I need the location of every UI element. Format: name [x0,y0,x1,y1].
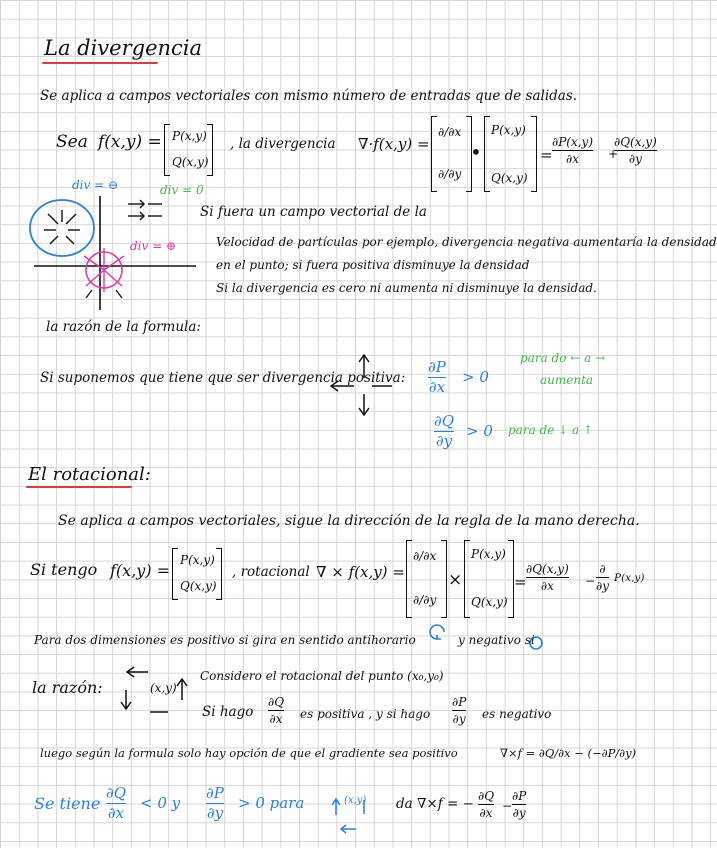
rot-da-den1: ∂x [479,806,493,820]
rot-da-minus: − [502,799,513,813]
rot-reason: la razón: [32,678,103,697]
rot-da-num2: ∂P [512,789,527,803]
div-pos-label: div = ⊕ [130,239,177,253]
div-dot: • [470,140,482,164]
rot-da: da ∇×f = − [396,796,474,812]
rot-f-P: P(x,y) [180,553,215,567]
rot-st-lt: < 0 y [140,794,181,812]
rot-term-dP [596,563,609,592]
rot-and-neg: y negativo si [458,633,535,647]
rot-op-bracket-right [441,540,447,618]
div-op-bracket-left [431,116,437,192]
rot-st-gt: > 0 para [238,794,305,812]
rot-term-dQ [526,563,569,592]
rot-si-tengo: Si tengo [30,560,98,579]
rot-se-tiene: Se tiene [34,794,101,813]
rot-point: (x,y) [150,681,177,695]
rot-st-num2: ∂P [206,784,224,802]
rot-st-den2: ∂y [206,804,224,822]
div-term-dP [552,136,593,165]
rot-if-1-den: ∂x [269,712,283,726]
rotational-title-underline [26,486,132,488]
div-explain-1: Si fuera un campo vectorial de la [200,204,427,220]
rot-minus: − [585,574,596,588]
div-suppose: Si suponemos que tiene que ser divergencia positiva: [40,370,406,386]
div-dPdx [428,360,446,395]
rotational-title: El rotacional: [28,464,151,485]
div-sea: Sea [56,132,88,152]
div-explain-4: Si la divergencia es cero ni aumenta ni disminuye la densidad. [216,281,597,295]
rot-comma-label: , rotacional [232,564,310,580]
div-dQdy-num: ∂Q [434,412,455,430]
div-f-Q: Q(x,y) [172,155,209,169]
rot-f-lhs: f(x,y) = [110,561,171,580]
rot-term-dP-num: ∂ [599,562,606,576]
rot-if-1: Si hago [202,704,254,720]
div-gt0-b: > 0 [466,422,493,440]
div-vec-bracket-right [531,116,537,192]
rot-f-bracket-right [216,548,222,600]
div-note-b: para de ↓ a ↑ [508,423,594,437]
rot-op-d-dx: ∂/∂x [413,549,437,563]
div-explain-2: Velocidad de partículas por ejemplo, divergencia negativa aumentaría la densidad [216,235,717,249]
div-term-dQ-den: ∂y [628,152,642,166]
rot-vec-Q: Q(x,y) [471,595,508,609]
rot-if-1-num: ∂Q [268,695,285,709]
rot-st-den1: ∂x [107,804,125,822]
div-dPdx-den: ∂x [428,378,446,396]
rot-op-bracket-left [406,540,412,618]
rot-da-frac-2 [512,790,526,819]
div-f-P: P(x,y) [172,129,207,143]
rot-f-Q: Q(x,y) [180,579,217,593]
rot-da-frac-1 [478,790,494,819]
rot-term-dP-den: ∂y [596,579,609,593]
rot-vec-P: P(x,y) [471,547,506,561]
div-f-bracket-left [164,124,170,176]
div-vec-P: P(x,y) [491,123,526,137]
div-comma-label: , la divergencia [230,136,336,152]
div-vec-Q: Q(x,y) [491,171,528,185]
div-term-dQ-num: ∂Q(x,y) [614,135,657,149]
div-term-dP-den: ∂x [566,152,579,166]
div-note-a2: aumenta [540,373,594,387]
div-op-d-dx: ∂/∂x [438,125,462,139]
rot-if-2-num: ∂P [452,695,467,709]
rot-vec-bracket-left [464,540,470,618]
rot-st-point: (x,y) [344,795,367,806]
rot-cross: × [448,570,463,590]
div-gt0-a: > 0 [462,368,489,386]
div-explain-3: en el punto; si fuera positiva disminuye la densidad [216,258,530,272]
div-term-dQ [614,136,657,165]
div-reason-title: la razón de la formula: [46,319,201,335]
rot-consider: Considero el rotacional del punto (x₀,y₀) [200,669,444,683]
div-f-bracket-right [207,124,213,176]
div-dQdy [434,414,454,449]
div-f-lhs: f(x,y) = [98,132,162,152]
rot-st-frac-1 [106,786,126,821]
rot-if-1-tail: es positiva , y si hago [300,707,431,721]
divergence-title: La divergencia [44,36,203,60]
div-equals: = [540,146,553,164]
rot-term-dQ-num: ∂Q(x,y) [526,562,569,576]
divergence-intro: Se aplica a campos vectoriales con mismo número de entradas que de salidas. [40,88,578,104]
rot-luego: luego según la formula solo hay opción de que el gradiente sea positivo [40,746,458,760]
div-nabla-f: ∇·f(x,y) = [358,135,430,153]
div-zero-label: div = 0 [160,183,204,197]
rot-if-1-frac [268,696,284,725]
rot-nabla-cross: ∇ × f(x,y) = [316,563,405,581]
div-plus: + [608,147,619,161]
div-neg-label: div = ⊖ [72,178,119,192]
div-note-a: para do ← a → [520,351,606,365]
rot-luego-eq: ∇×f = ∂Q/∂x − (−∂P/∂y) [500,746,637,760]
div-vec-bracket-left [484,116,490,192]
rot-if-2-frac [452,696,466,725]
rot-da-num1: ∂Q [478,789,495,803]
rot-term-dQ-den: ∂x [540,579,554,593]
divergence-title-underline [42,62,158,64]
rot-two-dim: Para dos dimensiones es positivo si gira en sentido antihorario [34,633,416,647]
rot-st-frac-2 [206,786,224,821]
div-dQdy-den: ∂y [435,432,453,450]
rot-st-num1: ∂Q [106,784,127,802]
rot-if-2-den: ∂y [452,712,466,726]
rot-equals: = [514,573,527,591]
rot-f-bracket-left [172,548,178,600]
div-term-dP-num: ∂P(x,y) [552,135,594,149]
rot-term-dP-tail: P(x,y) [614,572,645,584]
div-dPdx-num: ∂P [428,358,446,376]
rot-intro: Se aplica a campos vectoriales, sigue la dirección de la regla de la mano derecha. [58,513,640,529]
rot-da-den2: ∂y [512,806,526,820]
rot-op-d-dy: ∂/∂y [413,593,437,607]
div-op-d-dy: ∂/∂y [438,167,462,181]
rot-if-2-tail: es negativo [482,707,552,721]
